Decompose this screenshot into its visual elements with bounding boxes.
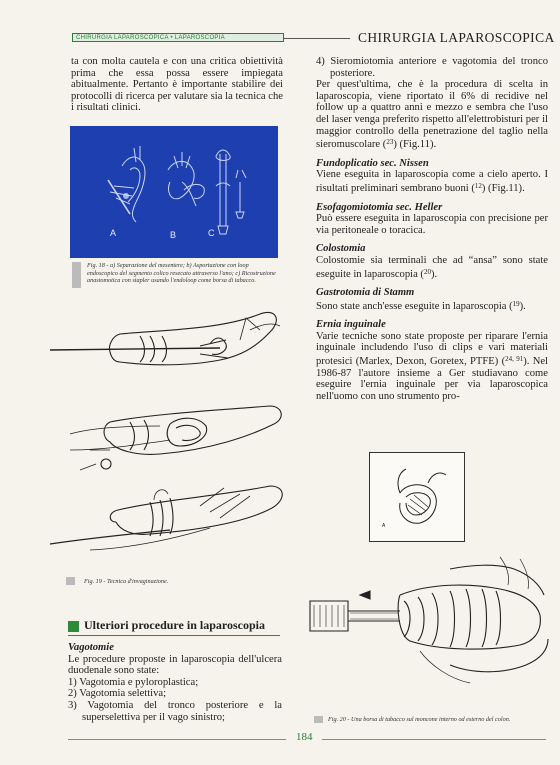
right-para-1: Per quest'ultima, che è la procedura di scelta in laparoscopia, viene riportato il 6% di recidive nel follow up a quattro anni e mezzo e sembra che l'uso del laser venga preferito rispetto all'elettrobisturi per il maggior controllo della penetrazione del taglio nella sieromuscolare ($^{23}$) (Fig.11). — [316, 79, 548, 151]
vagotomie-heading: Vagotomie — [68, 642, 114, 653]
page-number: 184 — [296, 731, 313, 743]
figure-19-caption-marker — [66, 577, 75, 585]
vagotomie-item-2: 2) Vagotomia selettiva; — [68, 688, 167, 700]
nissen-text: Viene eseguita in laparoscopia come a cielo aperto. I risultati preliminari sembrano buoni ($^{12}$) (Fig.11). — [316, 169, 548, 194]
figure-20-drawing — [300, 555, 550, 715]
figure-20-inset-drawing — [370, 453, 464, 541]
running-header-title: CHIRURGIA LAPAROSCOPICA — [358, 30, 555, 45]
figure-19-drawing — [50, 300, 300, 570]
left-intro-text — [71, 56, 283, 114]
gastrotomia-text: Sono state anch'esse eseguite in laparoscopia ($^{19}$). — [316, 299, 526, 312]
section-marker — [68, 621, 79, 632]
header-rule — [284, 38, 350, 39]
vagotomie-item-3: 3) Vagotomia del tronco posteriore e la superselettiva per il vago sinistro; — [68, 699, 282, 723]
ernia-heading: Ernia inguinale — [316, 319, 386, 331]
figure-18-label-a: A — [110, 228, 117, 238]
vagotomie-item-4: 4) Sieromiotomia anteriore e vagotomia del tronco posteriore. — [316, 56, 548, 79]
heller-text: Può essere eseguita in laparoscopia con precisione per via peritoneale o toracica. — [316, 213, 548, 236]
figure-18-label-c: C — [208, 228, 215, 238]
figure-18 — [70, 126, 278, 258]
colostomia-text: Colostomie sia terminali che ad “ansa” sono state eseguite in laparoscopia ($^{20}$). — [316, 254, 548, 280]
section-rule — [68, 635, 280, 636]
colostomia-heading: Colostomia — [316, 243, 366, 255]
intro-paragraph: ta con molta cautela e con una critica obiettività prima che essa possa essere impiegata abitualmente. Pertanto è importante stabilire dei protocolli di ricerca per valutare sia la tecnica che i risultati clinici. — [71, 56, 283, 114]
footer-rule-right — [322, 739, 546, 740]
heller-heading: Esofagomiotomia sec. Heller — [316, 201, 443, 213]
running-header-label: CHIRURGIA LAPAROSCOPICA • LAPAROSCOPIA — [72, 33, 284, 42]
figure-19-caption: Fig. 19 - Tecnica d'invaginazione. — [84, 578, 169, 585]
figure-20-caption-marker — [314, 716, 323, 723]
figure-18-caption: Fig. 18 - a) Separazione del mesentere; b) Asportazione con loop endoscopico del segmento colico resecato attraverso l'ano; c) Ricostruzione anastomotica con stapler usando l'endoloop come borsa di tabacco. — [87, 262, 276, 285]
nissen-heading: Fundoplicatio sec. Nissen — [316, 157, 429, 169]
footer-rule-left — [68, 739, 286, 740]
vagotomie-block — [68, 642, 282, 723]
figure-20-caption: Fig. 20 - Una borsa di tabacco sul moncone interno od esterno del colon. — [328, 716, 511, 723]
vagotomie-intro: Le procedure proposte in laparoscopia dell'ulcera duodenale sono state: — [68, 653, 282, 677]
figure-20-inset-label: A — [382, 523, 386, 529]
ernia-text: Varie tecniche sono state proposte per riparare l'ernia inguinale includendo l'uso di clips e vari materiali protesici (Marlex, Dexon, Goretex, PTFE) ($^{24, 91}$). Nel 1986-87 l'autore insieme a Ger studiavano come eseguire l'ernia inguinale per via laparoscopica nell'uomo con uno strumento pro- — [316, 330, 549, 402]
section-title: Ulteriori procedure in laparoscopia — [84, 618, 265, 632]
figure-18-label-b: B — [170, 230, 177, 240]
right-column-text — [316, 56, 548, 402]
gastrotomia-heading: Gastrotomia di Stamm — [316, 287, 415, 299]
figure-20-inset — [369, 452, 465, 542]
vagotomie-item-1: 1) Vagotomia e pyloroplastica; — [68, 676, 199, 688]
figure-18-caption-marker — [72, 262, 81, 288]
